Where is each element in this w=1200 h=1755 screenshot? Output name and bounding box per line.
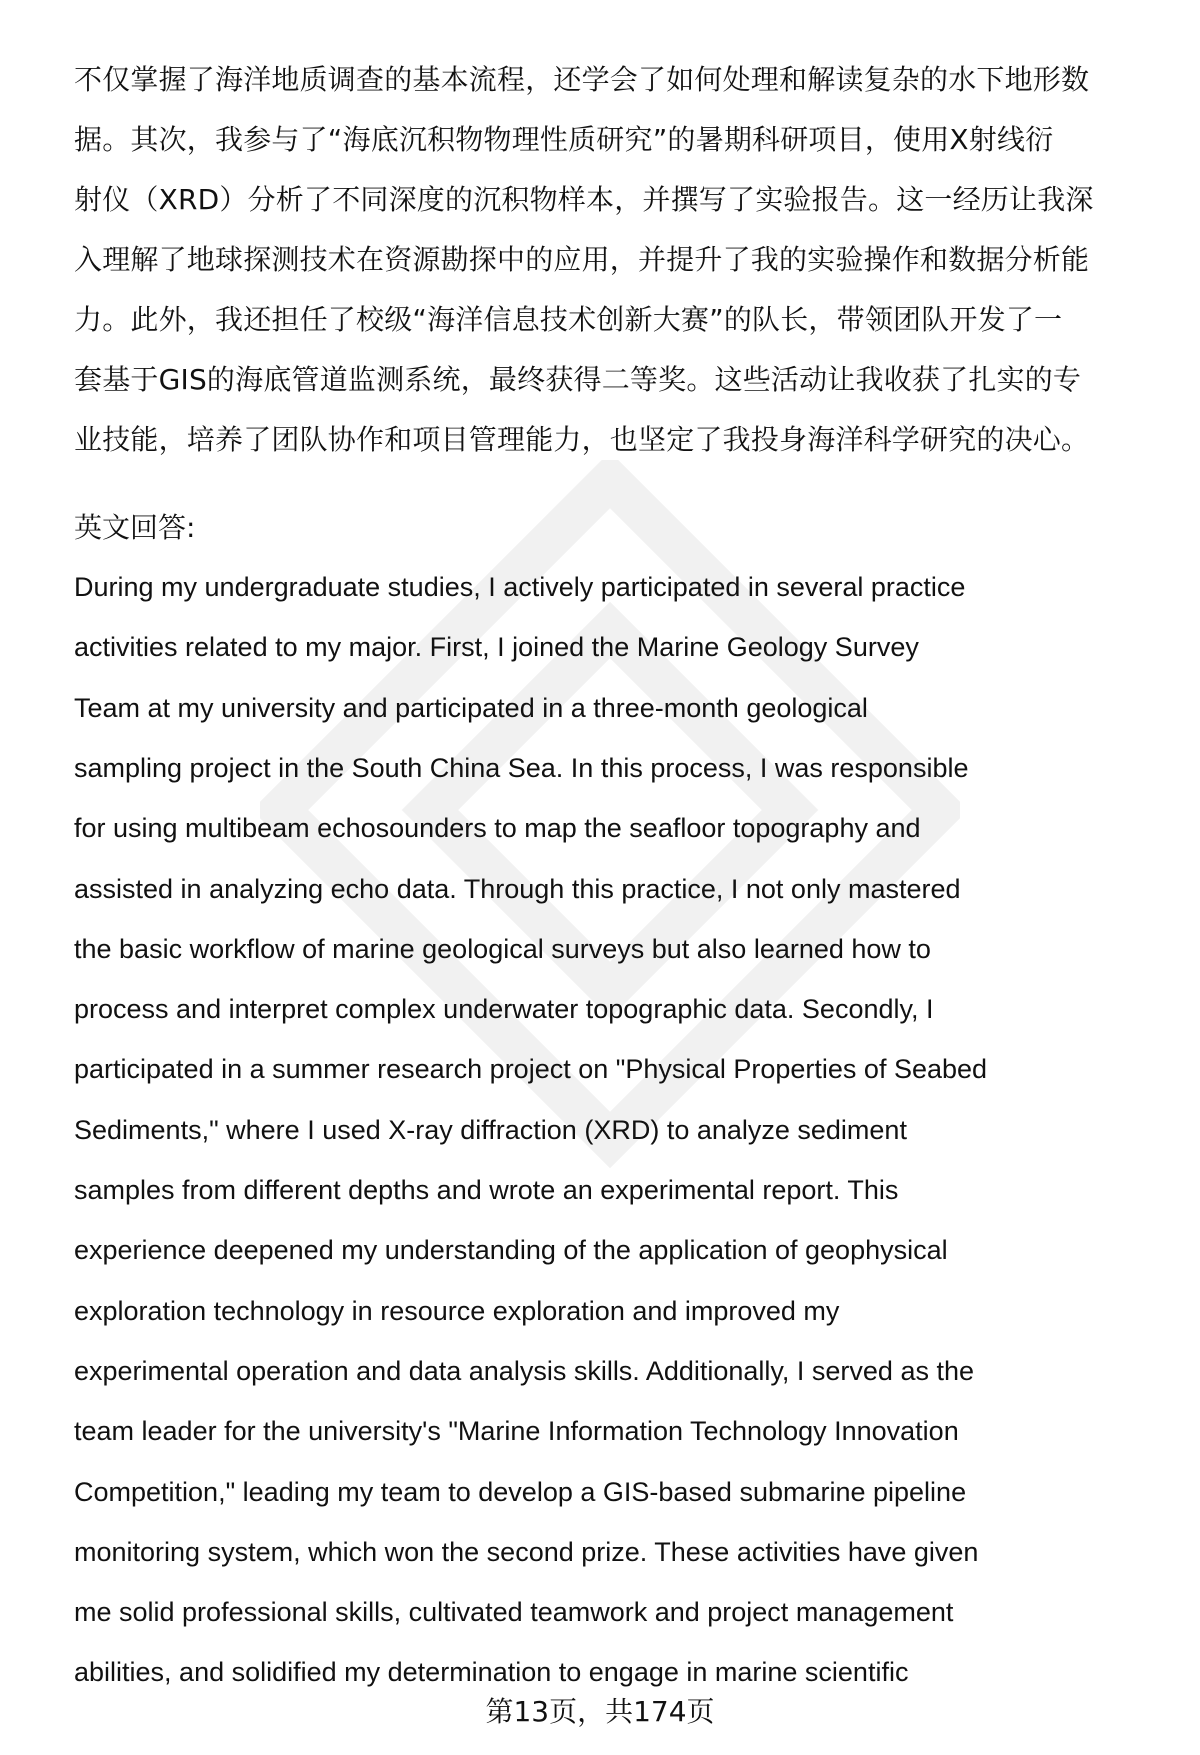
english-text-line: sampling project in the South China Sea. In this process, I was responsible: [74, 752, 969, 783]
chinese-text-line: 据。其次，我参与了“海底沉积物物理性质研究”的暑期科研项目，使用X射线衍: [74, 123, 1054, 156]
english-text-line: process and interpret complex underwater topographic data. Secondly, I: [74, 994, 934, 1025]
chinese-text-line: 入理解了地球探测技术在资源勘探中的应用，并提升了我的实验操作和数据分析能: [74, 243, 1090, 276]
english-text-line: exploration technology in resource exploration and improved my: [74, 1295, 840, 1326]
english-text-line: me solid professional skills, cultivated teamwork and project management: [74, 1597, 954, 1628]
english-text-line: activities related to my major. First, I joined the Marine Geology Survey: [74, 632, 919, 663]
chinese-text-line: 不仅掌握了海洋地质调查的基本流程，还学会了如何处理和解读复杂的水下地形数: [74, 63, 1090, 96]
chinese-text-line: 业技能，培养了团队协作和项目管理能力，也坚定了我投身海洋科学研究的决心。: [74, 423, 1090, 456]
english-text-line: the basic workflow of marine geological surveys but also learned how to: [74, 933, 931, 964]
chinese-text-line: 套基于GIS的海底管道监测系统，最终获得二等奖。这些活动让我收获了扎实的专: [74, 363, 1082, 396]
english-text-line: samples from different depths and wrote an experimental report. This: [74, 1175, 899, 1205]
english-text-line: abilities, and solidified my determination to engage in marine scientific: [74, 1657, 909, 1688]
english-text-line: participated in a summer research project on "Physical Properties of Seabed: [74, 1054, 988, 1085]
english-text-line: assisted in analyzing echo data. Through this practice, I not only mastered: [74, 873, 961, 904]
chinese-text-line: 力。此外，我还担任了校级“海洋信息技术创新大赛”的队长，带领团队开发了一: [74, 303, 1063, 336]
english-text-line: During my undergraduate studies, I actively participated in several practice: [74, 572, 966, 602]
english-text-line: Competition," leading my team to develop a GIS-based submarine pipeline: [74, 1476, 967, 1507]
english-text-line: monitoring system, which won the second prize. These activities have given: [74, 1536, 979, 1567]
page-number-footer: 第13页，共174页: [485, 1695, 715, 1728]
english-text-line: experimental operation and data analysis skills. Additionally, I served as the: [74, 1355, 975, 1386]
chinese-text-line: 射仪（XRD）分析了不同深度的沉积物样本，并撰写了实验报告。这一经历让我深: [74, 183, 1094, 216]
english-text-line: for using multibeam echosounders to map the seafloor topography and: [74, 813, 921, 844]
english-answer-heading: 英文回答:: [74, 511, 196, 544]
english-text-line: Sediments," where I used X-ray diffraction (XRD) to analyze sediment: [74, 1114, 907, 1145]
english-text-line: team leader for the university's "Marine Information Technology Innovation: [74, 1416, 959, 1447]
english-text-line: experience deepened my understanding of the application of geophysical: [74, 1235, 948, 1266]
english-text-line: Team at my university and participated in a three-month geological: [74, 692, 868, 723]
